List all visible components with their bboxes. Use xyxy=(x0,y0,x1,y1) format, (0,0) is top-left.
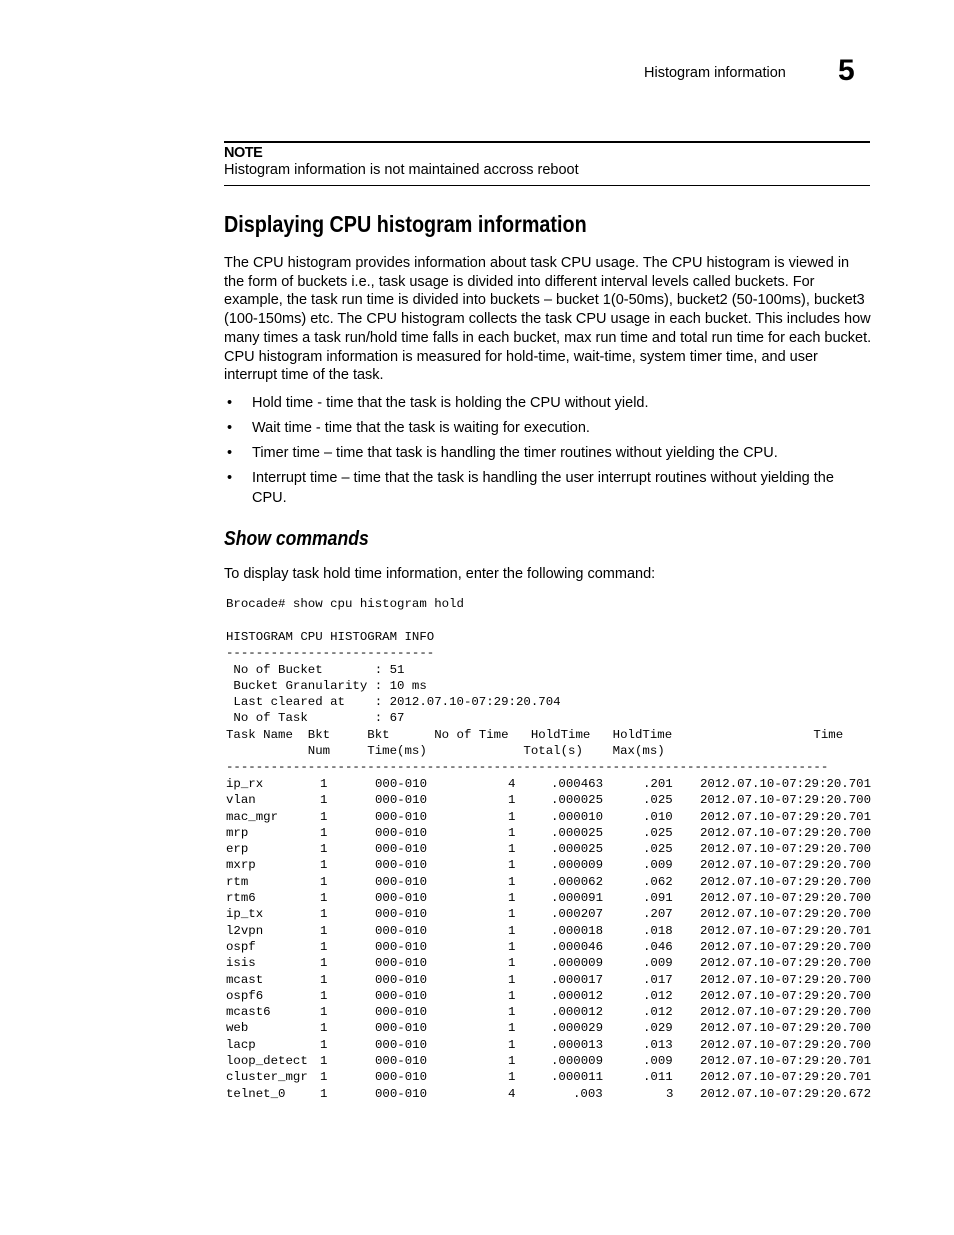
time-count-cell: 1 xyxy=(508,1005,516,1020)
timestamp-cell: 2012.07.10-07:29:20.701 xyxy=(700,809,872,824)
hold-total-cell: .000012 xyxy=(551,1005,604,1020)
timestamp-cell: 2012.07.10-07:29:20.700 xyxy=(700,891,872,906)
bucket-num-cell: 1 xyxy=(320,874,328,889)
timestamp-cell: 2012.07.10-07:29:20.701 xyxy=(700,1054,872,1069)
note-text: Histogram information is not maintained accross reboot xyxy=(224,162,579,178)
time-count-cell: 4 xyxy=(508,777,516,791)
hold-total-cell: .000463 xyxy=(551,777,604,791)
time-count-cell: 1 xyxy=(508,1021,516,1036)
note-top-rule xyxy=(224,141,870,143)
timestamp-cell: 2012.07.10-07:29:20.700 xyxy=(700,825,872,840)
hold-total-cell: .000013 xyxy=(551,1037,604,1052)
task-name-cell: vlan xyxy=(226,793,256,808)
task-name-cell: rtm xyxy=(226,874,249,889)
bucket-num-cell: 1 xyxy=(320,809,328,824)
task-name-cell: l2vpn xyxy=(226,923,264,938)
hold-total-cell: .000009 xyxy=(551,858,604,873)
bullet-text: Interrupt time – time that the task is handling the user interrupt routines without yielding the CPU. xyxy=(252,470,834,506)
task-name-cell: lacp xyxy=(226,1037,256,1052)
time-count-cell: 1 xyxy=(508,1037,516,1052)
bucket-num-cell: 1 xyxy=(320,1054,328,1069)
hold-max-cell: .009 xyxy=(643,858,673,873)
bucket-num-cell: 1 xyxy=(320,1005,328,1020)
task-name-cell: ospf xyxy=(226,939,256,954)
time-count-cell: 1 xyxy=(508,907,516,922)
bucket-time-cell: 000-010 xyxy=(375,891,428,906)
hold-max-cell: .011 xyxy=(643,1070,673,1085)
hold-max-cell: .013 xyxy=(643,1037,673,1052)
bucket-num-cell: 1 xyxy=(320,907,328,922)
time-count-cell: 1 xyxy=(508,1070,516,1085)
hold-max-cell: .009 xyxy=(643,956,673,971)
bucket-time-cell: 000-010 xyxy=(375,923,428,938)
command-line: Brocade# show cpu histogram hold xyxy=(226,597,464,611)
timestamp-cell: 2012.07.10-07:29:20.700 xyxy=(700,988,872,1003)
task-name-cell: ip_rx xyxy=(226,777,264,791)
time-count-cell: 4 xyxy=(508,1086,516,1101)
hold-max-cell: .018 xyxy=(643,923,673,938)
bullet-dot: • xyxy=(227,445,233,461)
bullet-dot: • xyxy=(227,470,233,486)
bucket-num-cell: 1 xyxy=(320,793,328,808)
task-name-cell: ospf6 xyxy=(226,988,264,1003)
bucket-num-cell: 1 xyxy=(320,777,328,791)
bucket-time-cell: 000-010 xyxy=(375,825,428,840)
hold-total-cell: .000009 xyxy=(551,1054,604,1069)
hold-total-cell: .000062 xyxy=(551,874,604,889)
timestamp-cell: 2012.07.10-07:29:20.700 xyxy=(700,858,872,873)
timestamp-cell: 2012.07.10-07:29:20.700 xyxy=(700,1021,872,1036)
bucket-time-cell: 000-010 xyxy=(375,809,428,824)
bucket-num-cell: 1 xyxy=(320,858,328,873)
bucket-time-cell: 000-010 xyxy=(375,1054,428,1069)
bucket-num-cell: 1 xyxy=(320,923,328,938)
running-header-title: Histogram information xyxy=(644,65,786,81)
note-bottom-rule xyxy=(224,185,870,186)
bucket-num-cell: 1 xyxy=(320,1021,328,1036)
intro-paragraph: The CPU histogram provides information about task CPU usage. The CPU histogram is viewed in the form of buckets i.e., task usage is divided into different interval levels called buckets. For example, the task run time is divided into buckets – bucket 1(0-50ms), bucket2 (50-100ms), bucket3 (100-150ms) etc. The CPU histogram collects the task CPU usage in each bucket. This includes how many times a task run/hold time falls in each bucket, max run time and total run time for each bucket. CPU histogram information is measured for hold-time, wait-time, system timer time, and user interrupt time of the task. xyxy=(224,255,872,384)
hold-total-cell: .000029 xyxy=(551,1021,604,1036)
timestamp-cell: 2012.07.10-07:29:20.672 xyxy=(700,1086,872,1101)
timestamp-cell: 2012.07.10-07:29:20.700 xyxy=(700,842,872,857)
task-name-cell: erp xyxy=(226,842,249,857)
timestamp-cell: 2012.07.10-07:29:20.700 xyxy=(700,956,872,971)
timestamp-cell: 2012.07.10-07:29:20.700 xyxy=(700,907,872,922)
task-name-cell: loop_detect xyxy=(226,1054,308,1069)
hold-max-cell: .025 xyxy=(643,842,673,857)
histogram-output-header: HISTOGRAM CPU HISTOGRAM INFO ---------------------------- No of Bucket : 51 Bucket Granularity : 10 ms Last cleared at : 2012.07.10-07:29:20.704 No of Task : 67 Task Name Bkt Bkt No of Time HoldTime HoldTime Time Num Time(ms) Total(s) Max(ms) --------------------------------------------------------------------------------- xyxy=(226,630,844,775)
task-name-cell: mac_mgr xyxy=(226,809,279,824)
hold-max-cell: 3 xyxy=(666,1086,674,1101)
task-name-cell: telnet_0 xyxy=(226,1086,286,1101)
bucket-time-cell: 000-010 xyxy=(375,907,428,922)
hold-total-cell: .000025 xyxy=(551,842,604,857)
hold-max-cell: .091 xyxy=(643,891,673,906)
task-name-cell: ip_tx xyxy=(226,907,264,922)
time-count-cell: 1 xyxy=(508,809,516,824)
hold-total-cell: .000091 xyxy=(551,891,604,906)
bucket-time-cell: 000-010 xyxy=(375,1021,428,1036)
bucket-time-cell: 000-010 xyxy=(375,1037,428,1052)
timestamp-cell: 2012.07.10-07:29:20.700 xyxy=(700,1037,872,1052)
bucket-num-cell: 1 xyxy=(320,1086,328,1101)
hold-total-cell: .000017 xyxy=(551,972,604,987)
bucket-time-cell: 000-010 xyxy=(375,972,428,987)
task-name-cell: web xyxy=(226,1021,249,1036)
timestamp-cell: 2012.07.10-07:29:20.701 xyxy=(700,777,872,791)
time-count-cell: 1 xyxy=(508,825,516,840)
time-count-cell: 1 xyxy=(508,1054,516,1069)
note-label: NOTE xyxy=(224,145,263,161)
timestamp-cell: 2012.07.10-07:29:20.700 xyxy=(700,939,872,954)
bucket-num-cell: 1 xyxy=(320,1037,328,1052)
task-name-cell: mxrp xyxy=(226,858,256,873)
timestamp-cell: 2012.07.10-07:29:20.701 xyxy=(700,923,872,938)
chapter-number: 5 xyxy=(838,54,855,87)
bucket-time-cell: 000-010 xyxy=(375,1005,428,1020)
hold-max-cell: .046 xyxy=(643,939,673,954)
bucket-num-cell: 1 xyxy=(320,988,328,1003)
bullet-text: Hold time - time that the task is holding the CPU without yield. xyxy=(252,395,649,411)
timestamp-cell: 2012.07.10-07:29:20.700 xyxy=(700,1005,872,1020)
time-count-cell: 1 xyxy=(508,988,516,1003)
hold-total-cell: .000025 xyxy=(551,793,604,808)
hold-max-cell: .025 xyxy=(643,825,673,840)
bullet-text: Timer time – time that task is handling the timer routines without yielding the CPU. xyxy=(252,445,778,461)
hold-max-cell: .207 xyxy=(643,907,673,922)
hold-total-cell: .000025 xyxy=(551,825,604,840)
bucket-time-cell: 000-010 xyxy=(375,956,428,971)
time-count-cell: 1 xyxy=(508,939,516,954)
bucket-time-cell: 000-010 xyxy=(375,939,428,954)
hold-max-cell: .012 xyxy=(643,988,673,1003)
bucket-time-cell: 000-010 xyxy=(375,1070,428,1085)
task-name-cell: mrp xyxy=(226,825,249,840)
bucket-num-cell: 1 xyxy=(320,939,328,954)
section-title: Displaying CPU histogram information xyxy=(224,211,587,237)
timestamp-cell: 2012.07.10-07:29:20.700 xyxy=(700,972,872,987)
task-name-cell: cluster_mgr xyxy=(226,1070,308,1085)
bucket-num-cell: 1 xyxy=(320,1070,328,1085)
timestamp-cell: 2012.07.10-07:29:20.700 xyxy=(700,874,872,889)
time-count-cell: 1 xyxy=(508,858,516,873)
time-count-cell: 1 xyxy=(508,793,516,808)
task-name-cell: rtm6 xyxy=(226,891,256,906)
instruction-text: To display task hold time information, enter the following command: xyxy=(224,566,656,582)
bucket-time-cell: 000-010 xyxy=(375,793,428,808)
hold-max-cell: .017 xyxy=(643,972,673,987)
subsection-title: Show commands xyxy=(224,528,369,550)
hold-max-cell: .025 xyxy=(643,793,673,808)
bullet-dot: • xyxy=(227,395,233,411)
bucket-num-cell: 1 xyxy=(320,972,328,987)
hold-max-cell: .010 xyxy=(643,809,673,824)
bucket-time-cell: 000-010 xyxy=(375,777,428,791)
hold-total-cell: .000046 xyxy=(551,939,604,954)
bucket-num-cell: 1 xyxy=(320,891,328,906)
hold-total-cell: .000011 xyxy=(551,1070,604,1085)
time-count-cell: 1 xyxy=(508,956,516,971)
hold-max-cell: .062 xyxy=(643,874,673,889)
task-name-cell: mcast6 xyxy=(226,1005,271,1020)
bucket-time-cell: 000-010 xyxy=(375,858,428,873)
time-count-cell: 1 xyxy=(508,972,516,987)
time-count-cell: 1 xyxy=(508,891,516,906)
hold-max-cell: .029 xyxy=(643,1021,673,1036)
time-count-cell: 1 xyxy=(508,874,516,889)
bucket-time-cell: 000-010 xyxy=(375,842,428,857)
hold-max-cell: .201 xyxy=(643,777,673,791)
time-count-cell: 1 xyxy=(508,923,516,938)
hold-total-cell: .000009 xyxy=(551,956,604,971)
bullet-dot: • xyxy=(227,420,233,436)
bucket-time-cell: 000-010 xyxy=(375,1086,428,1101)
hold-total-cell: .000010 xyxy=(551,809,604,824)
task-name-cell: mcast xyxy=(226,972,264,987)
bucket-num-cell: 1 xyxy=(320,842,328,857)
hold-total-cell: .000012 xyxy=(551,988,604,1003)
hold-total-cell: .003 xyxy=(573,1086,603,1101)
task-name-cell: isis xyxy=(226,956,256,971)
hold-total-cell: .000018 xyxy=(551,923,604,938)
timestamp-cell: 2012.07.10-07:29:20.701 xyxy=(700,1070,872,1085)
bucket-num-cell: 1 xyxy=(320,825,328,840)
timestamp-cell: 2012.07.10-07:29:20.700 xyxy=(700,793,872,808)
hold-max-cell: .009 xyxy=(643,1054,673,1069)
hold-total-cell: .000207 xyxy=(551,907,604,922)
bullet-text: Wait time - time that the task is waiting for execution. xyxy=(252,420,590,436)
bucket-num-cell: 1 xyxy=(320,956,328,971)
bucket-time-cell: 000-010 xyxy=(375,874,428,889)
hold-max-cell: .012 xyxy=(643,1005,673,1020)
bucket-time-cell: 000-010 xyxy=(375,988,428,1003)
time-count-cell: 1 xyxy=(508,842,516,857)
